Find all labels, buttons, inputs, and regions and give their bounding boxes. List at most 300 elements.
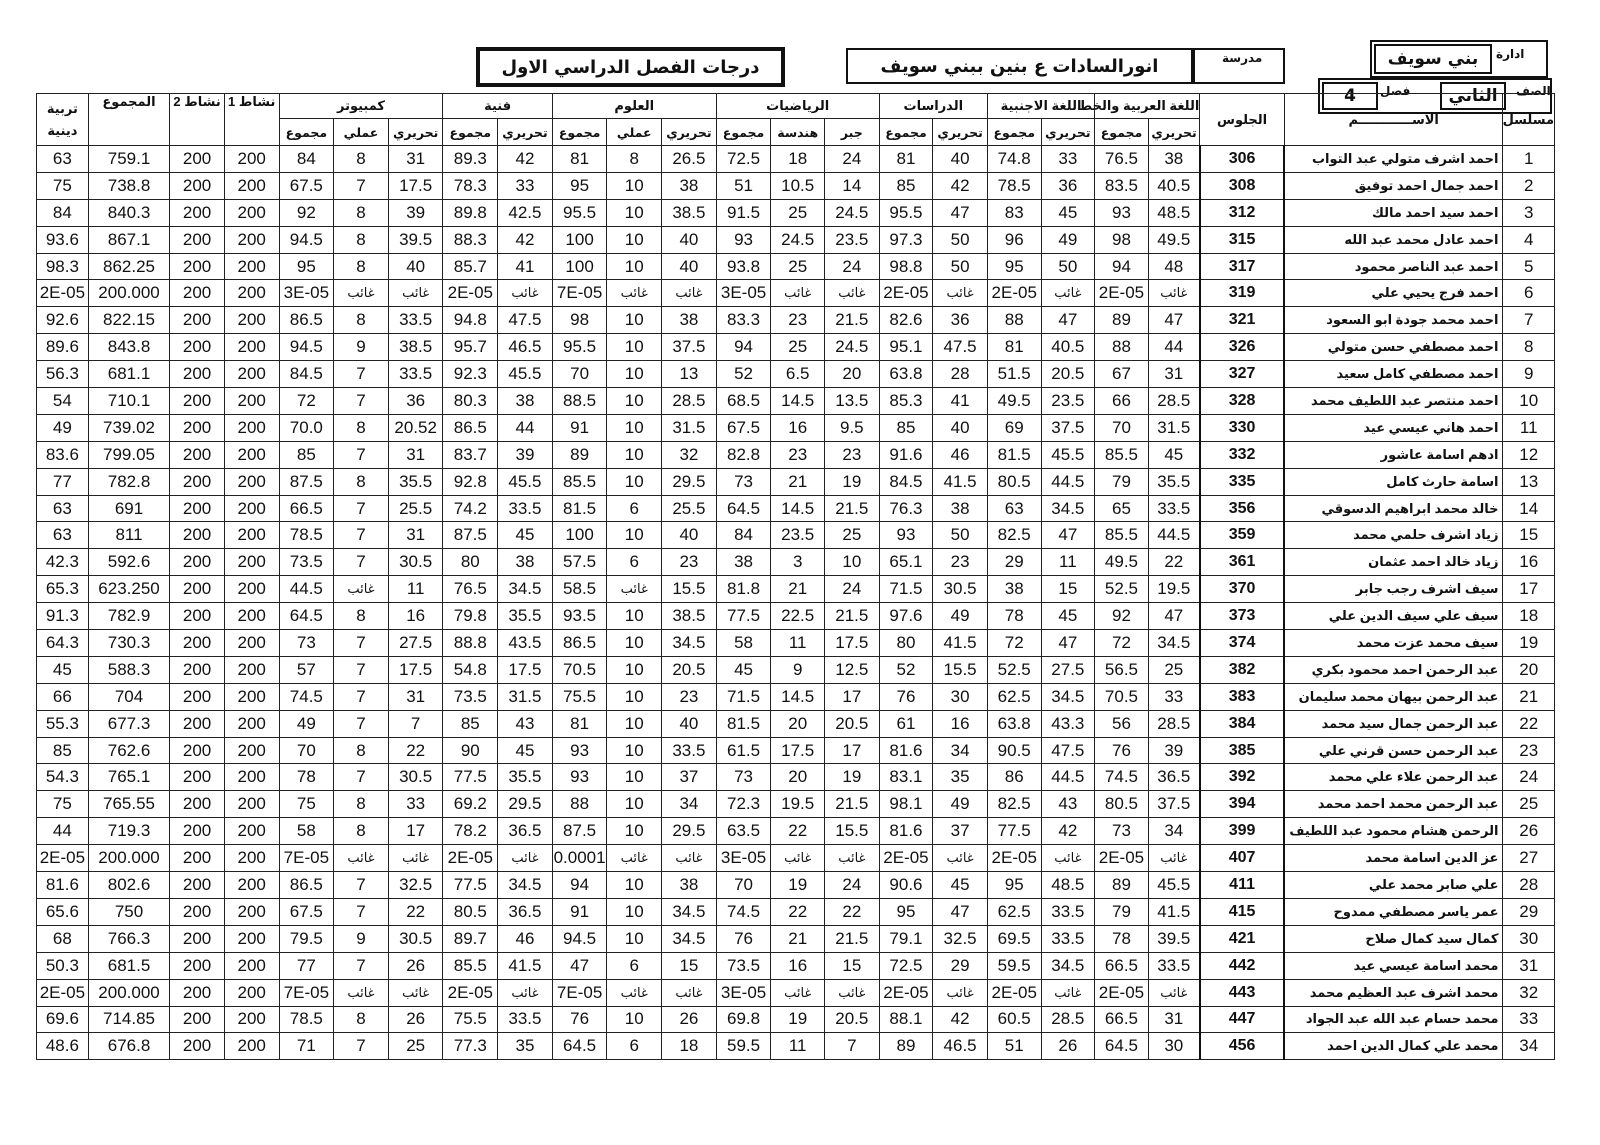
table-row bbox=[37, 361, 1555, 388]
grade-cell: 100 bbox=[552, 253, 607, 280]
grade-cell: 78 bbox=[279, 764, 334, 791]
grade-cell: 30.5 bbox=[388, 549, 443, 576]
grade-cell: 29.5 bbox=[498, 791, 553, 818]
grade-cell: 61.5 bbox=[716, 737, 771, 764]
grade-cell: 92.3 bbox=[443, 361, 498, 388]
sub-sum: مجموع bbox=[987, 119, 1041, 146]
grade-cell: 20 bbox=[771, 710, 825, 737]
grade-cell: 50.3 bbox=[37, 952, 89, 979]
grade-cell: 69.6 bbox=[37, 1006, 89, 1033]
grade-cell: غائب bbox=[662, 979, 717, 1006]
grade-cell: 16 bbox=[771, 414, 825, 441]
grade-cell: 17.5 bbox=[825, 630, 880, 657]
grade-cell: 93.5 bbox=[552, 603, 607, 630]
grade-cell: 79 bbox=[1095, 468, 1149, 495]
table-row bbox=[37, 952, 1555, 979]
grade-cell: 80.5 bbox=[987, 468, 1041, 495]
sub-written: تحريري bbox=[388, 119, 443, 146]
grade-cell: 592.6 bbox=[88, 549, 169, 576]
seat-number-cell: 421 bbox=[1200, 925, 1285, 952]
student-name-cell: كمال سيد كمال صلاح bbox=[1284, 925, 1503, 952]
grade-cell: 200 bbox=[170, 710, 225, 737]
student-name-cell: احمد اشرف متولي عبد التواب bbox=[1284, 146, 1503, 173]
grade-cell: 10 bbox=[825, 549, 880, 576]
grade-cell: 81.5 bbox=[552, 495, 607, 522]
grade-cell: 80.5 bbox=[1095, 791, 1149, 818]
grade-cell: 76 bbox=[879, 683, 933, 710]
grade-cell: غائب bbox=[388, 845, 443, 872]
grade-cell: 200 bbox=[170, 764, 225, 791]
student-name-cell: عبد الرحمن جمال سيد محمد bbox=[1284, 710, 1503, 737]
grade-cell: غائب bbox=[607, 280, 662, 307]
grade-cell: 23 bbox=[662, 683, 717, 710]
grade-cell: 25.5 bbox=[388, 495, 443, 522]
grade-cell: 88 bbox=[1095, 334, 1149, 361]
seat-number-cell: 394 bbox=[1200, 791, 1285, 818]
grade-cell: 6 bbox=[607, 1033, 662, 1060]
grade-cell: 10 bbox=[607, 226, 662, 253]
student-name-cell: عمر ياسر مصطفي ممدوح bbox=[1284, 898, 1503, 925]
grade-cell: 49.5 bbox=[1095, 549, 1149, 576]
grade-cell: 92.6 bbox=[37, 307, 89, 334]
grade-cell: 200 bbox=[224, 468, 279, 495]
table-row bbox=[37, 388, 1555, 415]
seat-number-cell: 335 bbox=[1200, 468, 1285, 495]
grade-cell: 200 bbox=[170, 226, 225, 253]
grade-cell: 92.8 bbox=[443, 468, 498, 495]
grade-cell: 92 bbox=[1095, 603, 1149, 630]
table-row bbox=[37, 656, 1555, 683]
grade-cell: 2E-05 bbox=[443, 280, 498, 307]
grade-cell: 33.5 bbox=[388, 361, 443, 388]
grade-cell: 91.5 bbox=[716, 199, 771, 226]
grade-cell: 89 bbox=[1095, 872, 1149, 899]
grade-cell: 48.5 bbox=[1148, 199, 1200, 226]
grade-cell: 36 bbox=[933, 307, 988, 334]
grade-cell: 70 bbox=[552, 361, 607, 388]
grade-cell: 76.5 bbox=[443, 576, 498, 603]
grade-cell: 7E-05 bbox=[552, 979, 607, 1006]
table-row bbox=[37, 495, 1555, 522]
grade-cell: 200 bbox=[170, 683, 225, 710]
grade-cell: 862.25 bbox=[88, 253, 169, 280]
seat-number-cell: 332 bbox=[1200, 441, 1285, 468]
grade-cell: 83.3 bbox=[716, 307, 771, 334]
grade-cell: 200 bbox=[170, 253, 225, 280]
grade-cell: 25 bbox=[825, 522, 880, 549]
serial-cell: 24 bbox=[1503, 764, 1555, 791]
grade-cell: 90 bbox=[443, 737, 498, 764]
grade-cell: 200 bbox=[170, 1006, 225, 1033]
grade-cell: 11 bbox=[1041, 549, 1095, 576]
grade-cell: 26 bbox=[388, 1006, 443, 1033]
grade-cell: 72 bbox=[279, 388, 334, 415]
grade-cell: 47 bbox=[1148, 603, 1200, 630]
grade-cell: 21 bbox=[771, 468, 825, 495]
table-row bbox=[37, 979, 1555, 1006]
sub-algebra: جبر bbox=[825, 119, 880, 146]
seat-number-cell: 319 bbox=[1200, 280, 1285, 307]
grade-cell: 93.6 bbox=[37, 226, 89, 253]
grade-cell: 10 bbox=[607, 656, 662, 683]
serial-cell: 16 bbox=[1503, 549, 1555, 576]
grade-cell: 84 bbox=[279, 146, 334, 173]
grade-cell: 38 bbox=[1148, 146, 1200, 173]
grade-cell: 15 bbox=[662, 952, 717, 979]
grades-body bbox=[37, 146, 1555, 1060]
grade-cell: 79.8 bbox=[443, 603, 498, 630]
grade-cell: 30 bbox=[1148, 1033, 1200, 1060]
grade-cell: 40 bbox=[933, 414, 988, 441]
grade-cell: 82.5 bbox=[987, 791, 1041, 818]
grade-cell: 17 bbox=[825, 737, 880, 764]
grade-cell: 200 bbox=[170, 576, 225, 603]
grade-cell: 17 bbox=[388, 818, 443, 845]
serial-cell: 34 bbox=[1503, 1033, 1555, 1060]
grade-cell: 3E-05 bbox=[279, 280, 334, 307]
grade-cell: 72 bbox=[1095, 630, 1149, 657]
grade-cell: 36 bbox=[388, 388, 443, 415]
grade-cell: 83.6 bbox=[37, 441, 89, 468]
grade-cell: 67.5 bbox=[716, 414, 771, 441]
grade-cell: 66.5 bbox=[1095, 952, 1149, 979]
grade-cell: 21.5 bbox=[825, 925, 880, 952]
seat-number-cell: 447 bbox=[1200, 1006, 1285, 1033]
grade-cell: 200 bbox=[224, 952, 279, 979]
grade-cell: 66.5 bbox=[279, 495, 334, 522]
grade-cell: 82.5 bbox=[987, 522, 1041, 549]
grade-cell: 49 bbox=[933, 791, 988, 818]
grade-cell: 40.5 bbox=[1041, 334, 1095, 361]
table-row bbox=[37, 925, 1555, 952]
student-name-cell: عبد الرحمن حسن قرني علي bbox=[1284, 737, 1503, 764]
seat-number-cell: 327 bbox=[1200, 361, 1285, 388]
grade-cell: 34.5 bbox=[1041, 495, 1095, 522]
grade-cell: 44.5 bbox=[279, 576, 334, 603]
serial-cell: 6 bbox=[1503, 280, 1555, 307]
grade-cell: 75 bbox=[37, 172, 89, 199]
grade-label: الصف bbox=[1516, 84, 1551, 98]
grade-cell: 765.55 bbox=[88, 791, 169, 818]
sub-geometry: هندسة bbox=[771, 119, 825, 146]
grade-cell: 16 bbox=[771, 952, 825, 979]
grade-cell: 16 bbox=[388, 603, 443, 630]
grade-cell: 7 bbox=[825, 1033, 880, 1060]
grade-cell: 10 bbox=[607, 710, 662, 737]
grade-cell: غائب bbox=[771, 280, 825, 307]
grade-cell: 77.5 bbox=[443, 764, 498, 791]
grade-cell: 63.8 bbox=[879, 361, 933, 388]
serial-cell: 29 bbox=[1503, 898, 1555, 925]
grade-cell: 676.8 bbox=[88, 1033, 169, 1060]
grade-cell: 30.5 bbox=[388, 925, 443, 952]
grade-cell: 86.5 bbox=[279, 872, 334, 899]
grade-cell: 47 bbox=[933, 898, 988, 925]
table-row bbox=[37, 764, 1555, 791]
grade-cell: 31 bbox=[388, 522, 443, 549]
header-foreign: اللغة الاجنبية bbox=[987, 94, 1094, 119]
grade-cell: 41.5 bbox=[1148, 898, 1200, 925]
grade-cell: 35 bbox=[498, 1033, 553, 1060]
grade-cell: 759.1 bbox=[88, 146, 169, 173]
grade-cell: 13.5 bbox=[825, 388, 880, 415]
grade-cell: 69.8 bbox=[716, 1006, 771, 1033]
grade-cell: 56 bbox=[1095, 710, 1149, 737]
grade-cell: 10 bbox=[607, 441, 662, 468]
grade-cell: غائب bbox=[607, 576, 662, 603]
grade-cell: غائب bbox=[771, 979, 825, 1006]
grade-cell: 23.5 bbox=[1041, 388, 1095, 415]
grade-cell: 43.3 bbox=[1041, 710, 1095, 737]
grade-cell: 49 bbox=[933, 603, 988, 630]
grade-cell: 65 bbox=[1095, 495, 1149, 522]
student-name-cell: عز الدين اسامة محمد bbox=[1284, 845, 1503, 872]
grade-cell: 46.5 bbox=[933, 1033, 988, 1060]
grade-cell: 750 bbox=[88, 898, 169, 925]
grade-cell: 35.5 bbox=[388, 468, 443, 495]
student-name-cell: احمد منتصر عبد اللطيف محمد bbox=[1284, 388, 1503, 415]
grade-cell: 6 bbox=[607, 952, 662, 979]
grade-cell: 77.5 bbox=[443, 872, 498, 899]
serial-cell: 23 bbox=[1503, 737, 1555, 764]
sub-sum: مجموع bbox=[279, 119, 334, 146]
header-total: المجموع bbox=[88, 94, 169, 146]
student-name-cell: احمد فرج يحيي علي bbox=[1284, 280, 1503, 307]
seat-number-cell: 317 bbox=[1200, 253, 1285, 280]
grade-cell: 38.5 bbox=[662, 603, 717, 630]
grade-cell: 2E-05 bbox=[37, 280, 89, 307]
grade-cell: 7 bbox=[334, 710, 389, 737]
grade-cell: 56.3 bbox=[37, 361, 89, 388]
grade-cell: 75.5 bbox=[552, 683, 607, 710]
serial-cell: 8 bbox=[1503, 334, 1555, 361]
table-row bbox=[37, 630, 1555, 657]
seat-number-cell: 411 bbox=[1200, 872, 1285, 899]
seat-number-cell: 383 bbox=[1200, 683, 1285, 710]
seat-number-cell: 312 bbox=[1200, 199, 1285, 226]
grade-cell: 200 bbox=[224, 603, 279, 630]
serial-cell: 33 bbox=[1503, 1006, 1555, 1033]
grade-cell: 44 bbox=[1148, 334, 1200, 361]
grade-cell: 20.5 bbox=[825, 1006, 880, 1033]
grade-cell: 28 bbox=[933, 361, 988, 388]
serial-cell: 17 bbox=[1503, 576, 1555, 603]
grade-cell: 62.5 bbox=[987, 898, 1041, 925]
table-row bbox=[37, 522, 1555, 549]
grade-cell: 2E-05 bbox=[879, 845, 933, 872]
table-row bbox=[37, 172, 1555, 199]
student-name-cell: احمد هاني عيسي عيد bbox=[1284, 414, 1503, 441]
header-art: فنية bbox=[443, 94, 552, 119]
grade-cell: 44.5 bbox=[1041, 468, 1095, 495]
student-name-cell: عبد الرحمن محمد احمد محمد bbox=[1284, 791, 1503, 818]
grade-cell: 34.5 bbox=[1041, 683, 1095, 710]
grade-cell: 45 bbox=[1041, 199, 1095, 226]
grade-cell: 10 bbox=[607, 468, 662, 495]
grade-cell: 200 bbox=[224, 630, 279, 657]
grade-cell: 81.5 bbox=[987, 441, 1041, 468]
grade-cell: 45.5 bbox=[498, 468, 553, 495]
grade-cell: 38 bbox=[716, 549, 771, 576]
serial-cell: 20 bbox=[1503, 656, 1555, 683]
grade-cell: 89.3 bbox=[443, 146, 498, 173]
table-row bbox=[37, 199, 1555, 226]
grade-cell: 2E-05 bbox=[37, 979, 89, 1006]
grade-cell: 739.02 bbox=[88, 414, 169, 441]
grade-cell: غائب bbox=[1041, 280, 1095, 307]
grade-cell: 7E-05 bbox=[279, 845, 334, 872]
grade-cell: 83.1 bbox=[879, 764, 933, 791]
grade-cell: 93 bbox=[552, 764, 607, 791]
grade-cell: 39.5 bbox=[1148, 925, 1200, 952]
grade-cell: 34.5 bbox=[662, 898, 717, 925]
grade-cell: 70 bbox=[1095, 414, 1149, 441]
student-name-cell: عبد الرحمن احمد محمود بكري bbox=[1284, 656, 1503, 683]
grade-cell: 88.1 bbox=[879, 1006, 933, 1033]
table-row bbox=[37, 818, 1555, 845]
grade-cell: 77 bbox=[279, 952, 334, 979]
table-row bbox=[37, 253, 1555, 280]
grade-cell: 42 bbox=[933, 172, 988, 199]
grade-cell: غائب bbox=[662, 280, 717, 307]
grade-cell: 35.5 bbox=[498, 764, 553, 791]
table-row bbox=[37, 737, 1555, 764]
grade-cell: 73 bbox=[279, 630, 334, 657]
grade-cell: 31 bbox=[1148, 361, 1200, 388]
grade-cell: 33.5 bbox=[498, 495, 553, 522]
grade-cell: 26 bbox=[388, 952, 443, 979]
grade-cell: 2E-05 bbox=[879, 280, 933, 307]
grade-cell: 91 bbox=[552, 414, 607, 441]
grade-cell: 7 bbox=[334, 898, 389, 925]
grade-cell: 16 bbox=[933, 710, 988, 737]
idara-frame bbox=[1370, 40, 1548, 78]
header-arabic: اللغة العربية والخط bbox=[1095, 94, 1200, 119]
grade-cell: 7E-05 bbox=[279, 979, 334, 1006]
grade-cell: 38 bbox=[662, 872, 717, 899]
grade-cell: 65.6 bbox=[37, 898, 89, 925]
grade-cell: 691 bbox=[88, 495, 169, 522]
serial-cell: 22 bbox=[1503, 710, 1555, 737]
grade-cell: 14.5 bbox=[771, 495, 825, 522]
grade-cell: 45 bbox=[498, 522, 553, 549]
grade-cell: 6 bbox=[607, 549, 662, 576]
student-name-cell: علي صابر محمد علي bbox=[1284, 872, 1503, 899]
grade-cell: 89 bbox=[552, 441, 607, 468]
grade-cell: 20.5 bbox=[825, 710, 880, 737]
seat-number-cell: 456 bbox=[1200, 1033, 1285, 1060]
grade-cell: 58 bbox=[716, 630, 771, 657]
grade-cell: 40 bbox=[662, 710, 717, 737]
serial-cell: 4 bbox=[1503, 226, 1555, 253]
grade-cell: غائب bbox=[1148, 979, 1200, 1006]
grade-cell: 200 bbox=[224, 898, 279, 925]
grade-cell: 45 bbox=[933, 872, 988, 899]
table-row bbox=[37, 576, 1555, 603]
grade-cell: 10 bbox=[607, 522, 662, 549]
grade-cell: غائب bbox=[825, 845, 880, 872]
grade-cell: 58.5 bbox=[552, 576, 607, 603]
grade-cell: 50 bbox=[933, 522, 988, 549]
grade-cell: 79.5 bbox=[279, 925, 334, 952]
table-row bbox=[37, 603, 1555, 630]
grade-cell: غائب bbox=[334, 845, 389, 872]
grade-cell: 9 bbox=[334, 925, 389, 952]
student-name-cell: احمد جمال احمد توفيق bbox=[1284, 172, 1503, 199]
grade-cell: 63 bbox=[37, 495, 89, 522]
grade-cell: 200 bbox=[224, 388, 279, 415]
seat-number-cell: 384 bbox=[1200, 710, 1285, 737]
grade-cell: 10 bbox=[607, 388, 662, 415]
header-activity1: نشاط 1 bbox=[224, 94, 279, 146]
serial-cell: 9 bbox=[1503, 361, 1555, 388]
grade-cell: 83 bbox=[987, 199, 1041, 226]
grade-cell: 681.5 bbox=[88, 952, 169, 979]
grade-cell: 840.3 bbox=[88, 199, 169, 226]
grade-cell: 47 bbox=[933, 199, 988, 226]
grade-cell: غائب bbox=[1148, 845, 1200, 872]
grade-cell: 799.05 bbox=[88, 441, 169, 468]
grade-cell: 200 bbox=[224, 1006, 279, 1033]
grade-cell: 719.3 bbox=[88, 818, 169, 845]
grade-cell: 39 bbox=[498, 441, 553, 468]
grade-cell: 8 bbox=[334, 253, 389, 280]
grade-cell: 8 bbox=[334, 1006, 389, 1033]
sub-sum: مجموع bbox=[552, 119, 607, 146]
grade-cell: 11 bbox=[771, 630, 825, 657]
grade-cell: 85.5 bbox=[552, 468, 607, 495]
grade-cell: 45 bbox=[1041, 603, 1095, 630]
grade-cell: 39 bbox=[1148, 737, 1200, 764]
table-row bbox=[37, 441, 1555, 468]
grade-cell: 98.8 bbox=[879, 253, 933, 280]
grade-cell: 84 bbox=[37, 199, 89, 226]
student-name-cell: احمد عادل محمد عبد الله bbox=[1284, 226, 1503, 253]
grade-cell: 78.5 bbox=[279, 522, 334, 549]
grade-cell: 7 bbox=[334, 361, 389, 388]
grade-cell: 46.5 bbox=[498, 334, 553, 361]
grade-cell: 78.3 bbox=[443, 172, 498, 199]
grade-cell: 47 bbox=[1041, 522, 1095, 549]
grade-cell: 21.5 bbox=[825, 603, 880, 630]
grade-cell: 82.8 bbox=[716, 441, 771, 468]
grade-cell: 10 bbox=[607, 361, 662, 388]
grade-cell: 42 bbox=[498, 146, 553, 173]
grade-cell: 37.5 bbox=[1041, 414, 1095, 441]
grade-cell: 79 bbox=[1095, 898, 1149, 925]
student-name-cell: زياد خالد احمد عثمان bbox=[1284, 549, 1503, 576]
grade-cell: 39 bbox=[388, 199, 443, 226]
grade-cell: 15.5 bbox=[825, 818, 880, 845]
grade-cell: 200 bbox=[224, 764, 279, 791]
grade-cell: 45 bbox=[1148, 441, 1200, 468]
grade-cell: 45 bbox=[716, 656, 771, 683]
grade-cell: 28.5 bbox=[1148, 710, 1200, 737]
sub-written: تحريري bbox=[1041, 119, 1095, 146]
grade-cell: 200 bbox=[170, 280, 225, 307]
grade-cell: 86 bbox=[987, 764, 1041, 791]
grade-cell: 8 bbox=[334, 468, 389, 495]
grade-cell: 24.5 bbox=[825, 334, 880, 361]
grade-cell: 41 bbox=[933, 388, 988, 415]
grade-cell: 98.3 bbox=[37, 253, 89, 280]
grade-cell: 31.5 bbox=[1148, 414, 1200, 441]
grade-cell: 33.5 bbox=[1041, 925, 1095, 952]
grade-cell: 24 bbox=[825, 253, 880, 280]
grade-cell: 782.8 bbox=[88, 468, 169, 495]
grade-cell: 34 bbox=[933, 737, 988, 764]
grade-cell: 2E-05 bbox=[37, 845, 89, 872]
